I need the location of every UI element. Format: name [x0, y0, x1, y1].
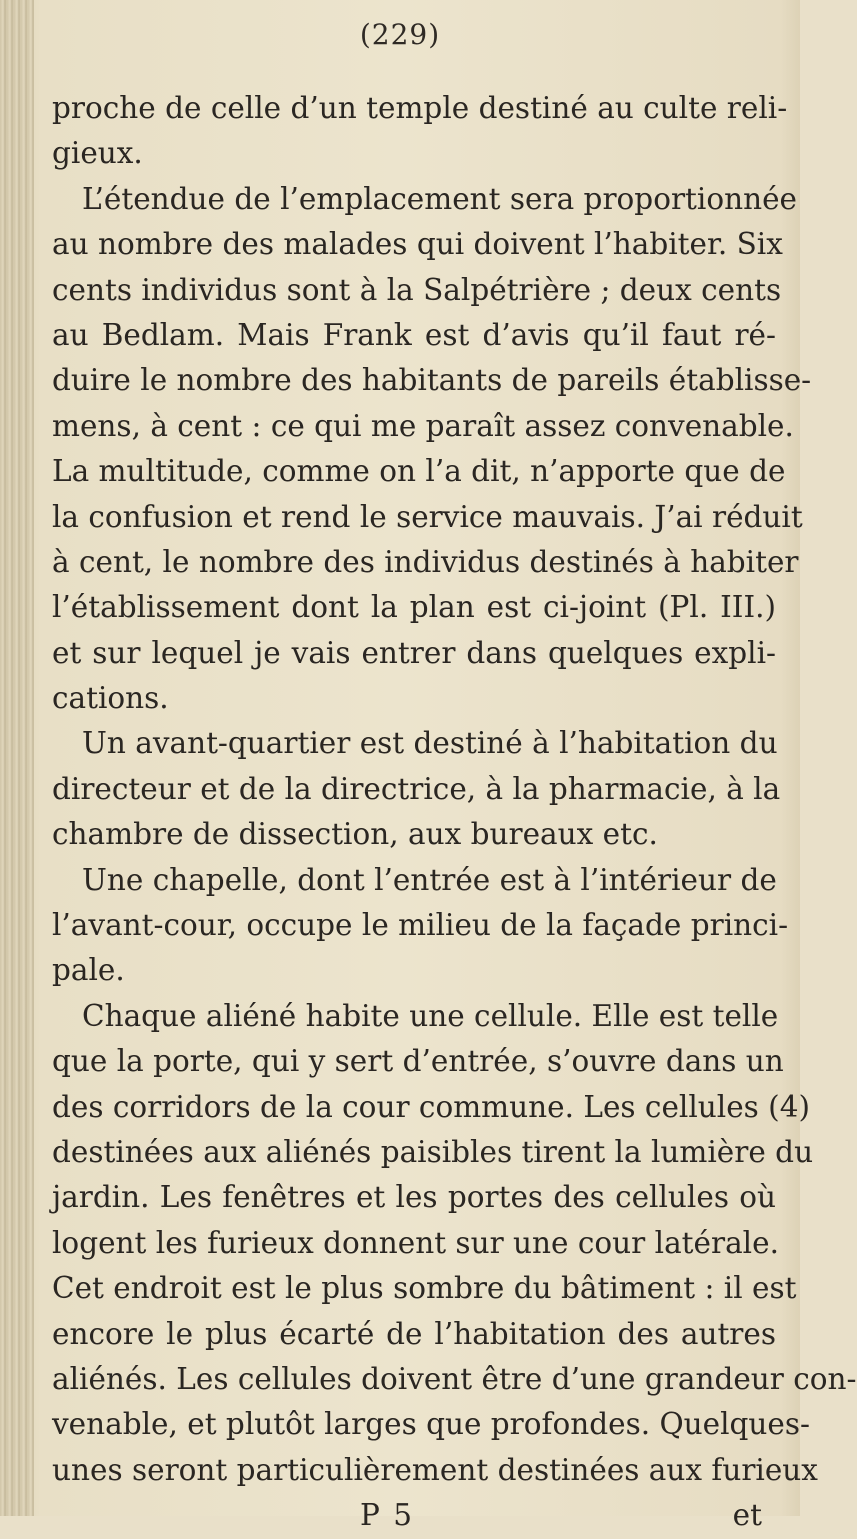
- text-line: au nombre des malades qui doivent l’habiter. Six: [52, 227, 783, 262]
- text-line: cents individus sont à la Salpétrière ; deux cents: [52, 272, 782, 307]
- text-line: au Bedlam. Mais Frank est d’avis qu’il faut ré-: [52, 317, 776, 352]
- text-line: destinées aux aliénés paisibles tirent la lumière du: [52, 1134, 814, 1169]
- text-line: à cent, le nombre des individus destinés à habiter: [52, 544, 799, 579]
- text-line: L’étendue de l’emplacement sera proportionnée: [82, 181, 798, 216]
- text-line: venable, et plutôt larges que profondes. Quelques-: [52, 1407, 810, 1442]
- signature-mark: P 5: [360, 1498, 414, 1533]
- text-line: chambre de dissection, aux bureaux etc.: [52, 817, 658, 852]
- text-line: unes seront particulièrement destinées aux furieux: [52, 1452, 818, 1487]
- text-line: Cet endroit est le plus sombre du bâtiment : il est: [52, 1271, 797, 1306]
- text-line: logent les furieux donnent sur une cour latérale.: [52, 1225, 779, 1260]
- page-number: (229): [359, 18, 441, 51]
- text-line: mens, à cent : ce qui me paraît assez convenable.: [52, 408, 794, 443]
- text-line: La multitude, comme on l’a dit, n’apporte que de: [52, 454, 786, 489]
- text-line: jardin. Les fenêtres et les portes des cellules où: [52, 1180, 776, 1215]
- text-line: que la porte, qui y sert d’entrée, s’ouvre dans un: [52, 1044, 784, 1079]
- body-text: [52, 86, 857, 1539]
- text-line: Chaque aliéné habite une cellule. Elle est telle: [82, 998, 779, 1033]
- text-line: pale.: [52, 953, 125, 988]
- text-line: et sur lequel je vais entrer dans quelques expli-: [52, 635, 776, 670]
- text-line: cations.: [52, 681, 169, 716]
- text-line: duire le nombre des habitants de pareils établisse-: [52, 363, 812, 398]
- text-line: des corridors de la cour commune. Les cellules (4): [52, 1089, 810, 1124]
- page-footer: [52, 1493, 776, 1538]
- text-line: directeur et de la directrice, à la pharmacie, à la: [52, 771, 781, 806]
- text-line: encore le plus écarté de l’habitation des autres: [52, 1316, 776, 1351]
- text-line: Un avant-quartier est destiné à l’habitation du: [82, 726, 778, 761]
- catchword: et: [732, 1498, 762, 1533]
- binding-edge: [0, 0, 34, 1516]
- text-line: Une chapelle, dont l’entrée est à l’intérieur de: [82, 862, 777, 897]
- text-line: proche de celle d’un temple destiné au culte reli-: [52, 91, 788, 125]
- text-line: aliénés. Les cellules doivent être d’une grandeur con-: [52, 1361, 857, 1396]
- text-line: l’avant-cour, occupe le milieu de la façade princi-: [52, 908, 789, 943]
- text-line: gieux.: [52, 136, 143, 171]
- text-line: la confusion et rend le service mauvais. J’ai réduit: [52, 499, 803, 534]
- text-line: l’établissement dont la plan est ci-joint (Pl. III.): [52, 590, 776, 625]
